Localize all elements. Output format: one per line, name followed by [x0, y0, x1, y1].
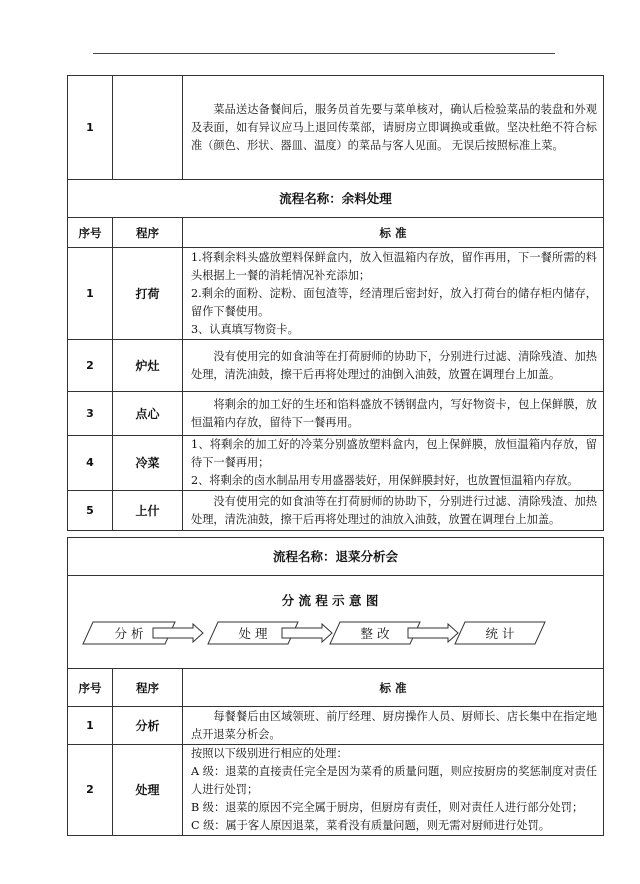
table-header	[68, 669, 604, 707]
standard-line: 1、将剩余的加工好的冷菜分别盛放塑料盒内，包上保鲜膜，放恒温箱内存放，留待下一餐再用；	[191, 438, 597, 469]
header-rule	[93, 53, 555, 54]
flow-title: 分 流 程 示 意 图	[281, 593, 379, 608]
table-header	[68, 218, 604, 248]
row-standard: 没有使用完的如食油等在打荷厨师的协助下，分别进行过滤、清除残渣、加热处理，清洗油鼓，擦干后再将处理过的油放入油鼓，放置在调理台上加盖。	[183, 491, 604, 531]
standard-line: 2、将剩余的卤水制品用专用盛器装好，用保鲜膜封好，也放置恒温箱内存放。	[191, 474, 579, 487]
row-standard: 每餐餐后由区域领班、前厅经理、厨房操作人员、厨师长、店长集中在指定地点开退菜分析会。	[183, 707, 604, 745]
standard-line: 按照以下级别进行相应的处理：	[191, 747, 348, 760]
row-number: 1	[68, 707, 113, 745]
col-header-standard: 标 准	[183, 669, 604, 707]
standard-line: 2.剩余的面粉、淀粉、面包渣等，经清理后密封好，放入打荷台的储存柜内储存，留作下餐使用。	[191, 286, 597, 318]
standard-line: 3、认真填写物资卡。	[191, 322, 299, 336]
table-row	[68, 340, 604, 392]
section-title: 流程名称：退菜分析会	[68, 538, 604, 576]
table-row	[68, 491, 604, 531]
standard-line: 1.将剩余料头盛放塑料保鲜盒内，放入恒温箱内存放，留作再用，下一餐所需的料头根据上一餐的消耗情况补充添加；	[191, 250, 597, 282]
col-header-procedure: 程序	[113, 218, 183, 248]
table-row	[68, 436, 604, 491]
flow-step-statistics	[455, 622, 545, 644]
row-standard	[183, 436, 604, 491]
flow-step-label: 整 改	[360, 626, 390, 641]
row-standard: 将剩余的加工好的生坯和馅料盛放不锈钢盘内，写好物资卡，包上保鲜膜，放恒温箱内存放，留待下一餐再用。	[183, 392, 604, 436]
flow-step-label: 统 计	[485, 626, 515, 641]
row-procedure: 炉灶	[113, 340, 183, 392]
row-number: 5	[68, 491, 113, 531]
row-standard	[183, 248, 604, 340]
row-standard: 菜品送达备餐间后，服务员首先要与菜单核对，确认后检验菜品的装盘和外观及表面，如有异议应马上退回传菜部，请厨房立即调换或重做。坚决杜绝不符合标准（颜色、形状、器皿、温度）的菜品与客人见面。 无误后按照标准上菜。	[183, 76, 604, 180]
row-procedure: 打荷	[113, 248, 183, 340]
row-number: 1	[68, 248, 113, 340]
table-row	[68, 392, 604, 436]
col-header-procedure: 程序	[113, 669, 183, 707]
standard-line: A 级：退菜的直接责任完全是因为菜肴的质量问题，则应按厨房的奖惩制度对责任人进行处罚；	[191, 765, 598, 796]
table-row	[68, 76, 604, 180]
standard-line: C 级：属于客人原因退菜，菜肴没有质量问题，则无需对厨师进行处罚。	[191, 819, 550, 832]
table-row	[68, 707, 604, 745]
row-number: 2	[68, 745, 113, 836]
row-procedure: 冷菜	[113, 436, 183, 491]
row-number: 2	[68, 340, 113, 392]
col-header-standard: 标 准	[183, 218, 604, 248]
row-procedure-empty	[113, 76, 183, 180]
col-header-number: 序号	[68, 669, 113, 707]
flow-step-label: 处 理	[238, 626, 268, 641]
row-procedure: 处理	[113, 745, 183, 836]
row-procedure: 上什	[113, 491, 183, 531]
row-procedure: 分析	[113, 707, 183, 745]
flow-diagram	[68, 576, 603, 668]
row-standard	[183, 745, 604, 836]
flow-step-label: 分 析	[114, 626, 144, 641]
table-row	[68, 248, 604, 340]
col-header-number: 序号	[68, 218, 113, 248]
table-row	[68, 745, 604, 836]
flow-step-rectify	[330, 622, 420, 644]
row-standard: 没有使用完的如食油等在打荷厨师的协助下，分别进行过滤、清除残渣、加热处理，清洗油鼓，擦干后再将处理过的油倒入油鼓，放置在调理台上加盖。	[183, 340, 604, 392]
row-number: 3	[68, 392, 113, 436]
leftover-table	[67, 75, 604, 531]
row-procedure: 点心	[113, 392, 183, 436]
returned-dish-table	[67, 537, 604, 836]
row-number: 4	[68, 436, 113, 491]
flow-diagram-cell	[68, 576, 604, 669]
standard-line: B 级：退菜的原因不完全属于厨房，但厨房有责任，则对责任人进行部分处罚；	[191, 801, 584, 814]
row-number: 1	[68, 76, 113, 180]
flow-diagram-svg	[68, 576, 602, 668]
section-title: 流程名称：余料处理	[68, 180, 604, 218]
